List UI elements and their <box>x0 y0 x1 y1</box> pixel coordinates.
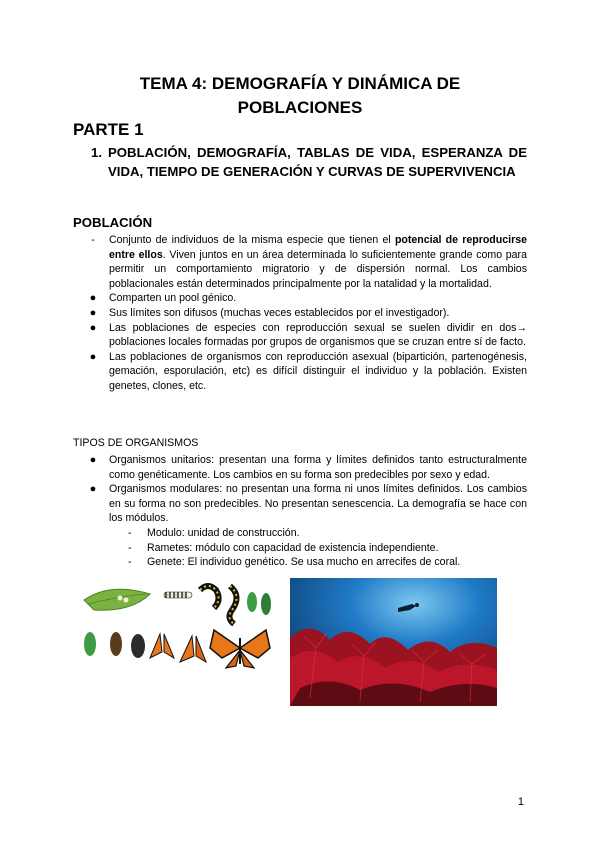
item-bold-text: potencial de reproducirse entre ellos <box>109 234 527 261</box>
item-text: Las poblaciones de organismos con reproducción asexual (bipartición, partenogénesis, gemación, esporulación, etc) es difícil distinguir el individuo y la población. Existen genetes, clones, etc. <box>109 350 527 392</box>
dash-bullet: - <box>91 234 95 246</box>
dot-bullet: ● <box>89 321 97 334</box>
section-heading <box>91 143 527 181</box>
part-heading: PARTE 1 <box>73 120 144 139</box>
item-text: Rametes: módulo con capacidad de existencia independiente. <box>147 541 439 554</box>
item-text: Organismos modulares: no presentan una forma ni unos límites definidos. Los cambios en su forma no son predecibles. No presentan senescencia. La demografía se hace con los módulos. <box>109 483 527 525</box>
sub-list-item <box>73 555 527 570</box>
document-title <box>80 72 520 120</box>
item-text: Genete: El individuo genético. Se usa mucho en arrecifes de coral. <box>147 556 461 569</box>
poblacion-heading: POBLACIÓN <box>73 215 153 230</box>
list-item <box>73 482 527 526</box>
sub-list-item <box>73 526 527 541</box>
tipos-list <box>73 453 527 570</box>
dot-bullet: ● <box>89 454 97 466</box>
dot-bullet: ● <box>89 292 97 305</box>
dash-bullet: - <box>128 526 132 539</box>
list-item <box>73 306 527 321</box>
dot-bullet: ● <box>89 350 97 363</box>
list-item <box>73 233 527 291</box>
list-item <box>73 321 527 350</box>
item-text: Organismos unitarios: presentan una forma y límites definidos tanto estructuralmente como genéticamente. Los cambios en su forma son predecibles por sexo y edad. <box>109 454 527 481</box>
page-number: 1 <box>517 796 524 808</box>
title-line-2: POBLACIONES <box>237 98 363 117</box>
dot-bullet: ● <box>89 483 97 496</box>
section-number: 1. <box>91 145 102 160</box>
item-text: Comparten un pool génico. <box>109 292 237 305</box>
dash-bullet: - <box>128 541 132 554</box>
list-item <box>73 291 527 306</box>
poblacion-list <box>73 233 527 394</box>
dot-bullet: ● <box>89 306 97 319</box>
coral-reef-image <box>290 578 497 706</box>
title-line-1: TEMA 4: DEMOGRAFÍA Y DINÁMICA DE <box>139 74 461 93</box>
list-item <box>73 350 527 394</box>
butterfly-life-cycle-image <box>80 578 280 668</box>
item-text: . Viven juntos en un área determinada lo suficientemente grande como para permitir un comportamiento migratorio y de dispersión normal. Los cambios poblacionales están determinados principalmente por la natalidad y la mortalidad. <box>109 248 527 290</box>
section-title: POBLACIÓN, DEMOGRAFÍA, TABLAS DE VIDA, ESPERANZA DE VIDA, TIEMPO DE GENERACIÓN Y CURVAS DE SUPERVIVENCIA <box>108 145 527 179</box>
sub-list-item <box>73 541 527 556</box>
item-text: Sus límites son difusos (muchas veces establecidos por el investigador). <box>109 306 450 319</box>
tipos-heading: TIPOS DE ORGANISMOS <box>73 437 199 449</box>
list-item <box>73 453 527 482</box>
item-text: Las poblaciones de especies con reproducción sexual se suelen dividir en dos→ poblaciones locales formadas por grupos de organismos que se cruzan entre sí de facto. <box>109 321 527 349</box>
dash-bullet: - <box>128 556 132 569</box>
item-text: Modulo: unidad de construcción. <box>147 526 300 539</box>
item-text: Conjunto de individuos de la misma especie que tienen el <box>109 234 395 246</box>
